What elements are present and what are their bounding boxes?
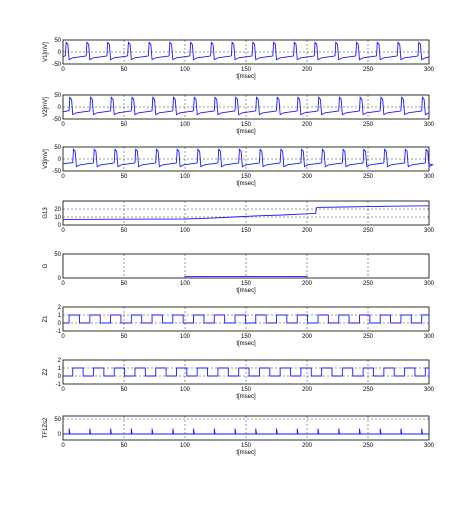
panel-7 bbox=[43, 358, 435, 400]
x-tick-label: 150 bbox=[240, 387, 252, 393]
x-tick-label: 150 bbox=[240, 122, 252, 128]
x-tick-label: 250 bbox=[362, 334, 374, 340]
y-axis-label: Z1 bbox=[43, 315, 49, 323]
panel-3 bbox=[43, 145, 435, 187]
y-tick-label: 20 bbox=[54, 207, 61, 213]
x-tick-label: 100 bbox=[179, 122, 191, 128]
x-tick-label: 200 bbox=[301, 67, 313, 73]
x-tick-label: 50 bbox=[120, 228, 128, 234]
x-tick-label: 50 bbox=[120, 122, 128, 128]
x-tick-label: 250 bbox=[362, 174, 374, 180]
y-axis-label: V1[mV] bbox=[43, 42, 49, 62]
x-tick-label: 150 bbox=[240, 443, 252, 449]
x-tick-label: 250 bbox=[362, 281, 374, 287]
x-tick-label: 200 bbox=[301, 281, 313, 287]
x-tick-label: 150 bbox=[240, 334, 252, 340]
x-tick-label: 250 bbox=[362, 443, 374, 449]
y-tick-label: 50 bbox=[54, 38, 61, 44]
x-tick-label: 100 bbox=[179, 228, 191, 234]
x-tick-label: 0 bbox=[61, 334, 65, 340]
x-tick-label: 150 bbox=[240, 174, 252, 180]
x-tick-label: 100 bbox=[179, 387, 191, 393]
x-tick-label: 200 bbox=[301, 228, 313, 234]
y-tick-label: 0 bbox=[57, 321, 61, 327]
x-tick-label: 50 bbox=[120, 387, 128, 393]
y-tick-label: -50 bbox=[52, 62, 61, 68]
x-tick-label: 50 bbox=[120, 174, 128, 180]
panel-1 bbox=[43, 38, 435, 80]
x-axis-label: t[msec] bbox=[236, 394, 256, 400]
x-tick-label: 200 bbox=[301, 387, 313, 393]
x-axis-label: t[msec] bbox=[236, 341, 256, 347]
x-tick-label: 100 bbox=[179, 443, 191, 449]
y-tick-label: -1 bbox=[55, 329, 61, 335]
y-axis-label: Z2 bbox=[43, 368, 49, 376]
y-tick-label: -50 bbox=[52, 169, 61, 175]
x-tick-label: 50 bbox=[120, 443, 128, 449]
x-tick-label: 300 bbox=[423, 122, 435, 128]
x-axis-label: t[msec] bbox=[236, 129, 256, 135]
x-axis-label: t[msec] bbox=[236, 74, 256, 80]
x-tick-label: 150 bbox=[240, 67, 252, 73]
y-tick-label: -50 bbox=[52, 117, 61, 123]
x-tick-label: 100 bbox=[179, 334, 191, 340]
x-tick-label: 150 bbox=[240, 281, 252, 287]
y-tick-label: 2 bbox=[57, 305, 61, 311]
x-tick-label: 250 bbox=[362, 67, 374, 73]
y-tick-label: 50 bbox=[54, 417, 61, 423]
panel-6 bbox=[43, 305, 435, 347]
panel-5 bbox=[43, 252, 435, 294]
x-tick-label: 300 bbox=[423, 334, 435, 340]
panel-2 bbox=[43, 93, 435, 135]
x-tick-label: 50 bbox=[120, 334, 128, 340]
x-tick-label: 0 bbox=[61, 122, 65, 128]
x-tick-label: 0 bbox=[61, 228, 65, 234]
y-axis-label: G bbox=[43, 263, 49, 269]
panel-8 bbox=[43, 416, 435, 456]
panel-4 bbox=[43, 201, 435, 234]
x-tick-label: 300 bbox=[423, 67, 435, 73]
x-tick-label: 300 bbox=[423, 387, 435, 393]
x-tick-label: 50 bbox=[120, 281, 128, 287]
y-tick-label: 1 bbox=[57, 366, 61, 372]
y-axis-label: G13 bbox=[43, 207, 49, 219]
y-tick-label: 10 bbox=[54, 215, 61, 221]
x-tick-label: 300 bbox=[423, 281, 435, 287]
x-tick-label: 100 bbox=[179, 281, 191, 287]
y-tick-label: 0 bbox=[57, 432, 61, 438]
x-axis-label: t[msec] bbox=[236, 450, 256, 456]
y-tick-label: 0 bbox=[57, 50, 61, 56]
y-tick-label: -1 bbox=[55, 382, 61, 388]
y-tick-label: 0 bbox=[57, 374, 61, 380]
y-axis-label: TF1Zs2 bbox=[43, 417, 49, 439]
y-tick-label: 2 bbox=[57, 358, 61, 364]
x-tick-label: 300 bbox=[423, 228, 435, 234]
x-tick-label: 50 bbox=[120, 67, 128, 73]
x-tick-label: 200 bbox=[301, 122, 313, 128]
x-tick-label: 150 bbox=[240, 228, 252, 234]
y-tick-label: 50 bbox=[54, 252, 61, 258]
x-tick-label: 100 bbox=[179, 174, 191, 180]
x-tick-label: 300 bbox=[423, 174, 435, 180]
x-axis-label: t[msec] bbox=[236, 288, 256, 294]
x-axis-label: t[msec] bbox=[236, 181, 256, 187]
y-tick-label: 0 bbox=[57, 223, 61, 229]
x-tick-label: 200 bbox=[301, 443, 313, 449]
x-tick-label: 200 bbox=[301, 334, 313, 340]
x-tick-label: 100 bbox=[179, 67, 191, 73]
x-tick-label: 250 bbox=[362, 228, 374, 234]
x-tick-label: 250 bbox=[362, 387, 374, 393]
x-tick-label: 0 bbox=[61, 387, 65, 393]
x-tick-label: 300 bbox=[423, 443, 435, 449]
y-axis-label: V2[mV] bbox=[43, 97, 49, 117]
x-tick-label: 250 bbox=[362, 122, 374, 128]
y-tick-label: 0 bbox=[57, 105, 61, 111]
y-tick-label: 1 bbox=[57, 313, 61, 319]
x-tick-label: 200 bbox=[301, 174, 313, 180]
y-tick-label: 50 bbox=[54, 93, 61, 99]
y-tick-label: 0 bbox=[57, 276, 61, 282]
y-tick-label: 0 bbox=[57, 157, 61, 163]
x-tick-label: 0 bbox=[61, 174, 65, 180]
y-tick-label: 50 bbox=[54, 145, 61, 151]
x-tick-label: 0 bbox=[61, 281, 65, 287]
y-axis-label: V3[mV] bbox=[43, 149, 49, 169]
x-tick-label: 0 bbox=[61, 443, 65, 449]
x-tick-label: 0 bbox=[61, 67, 65, 73]
